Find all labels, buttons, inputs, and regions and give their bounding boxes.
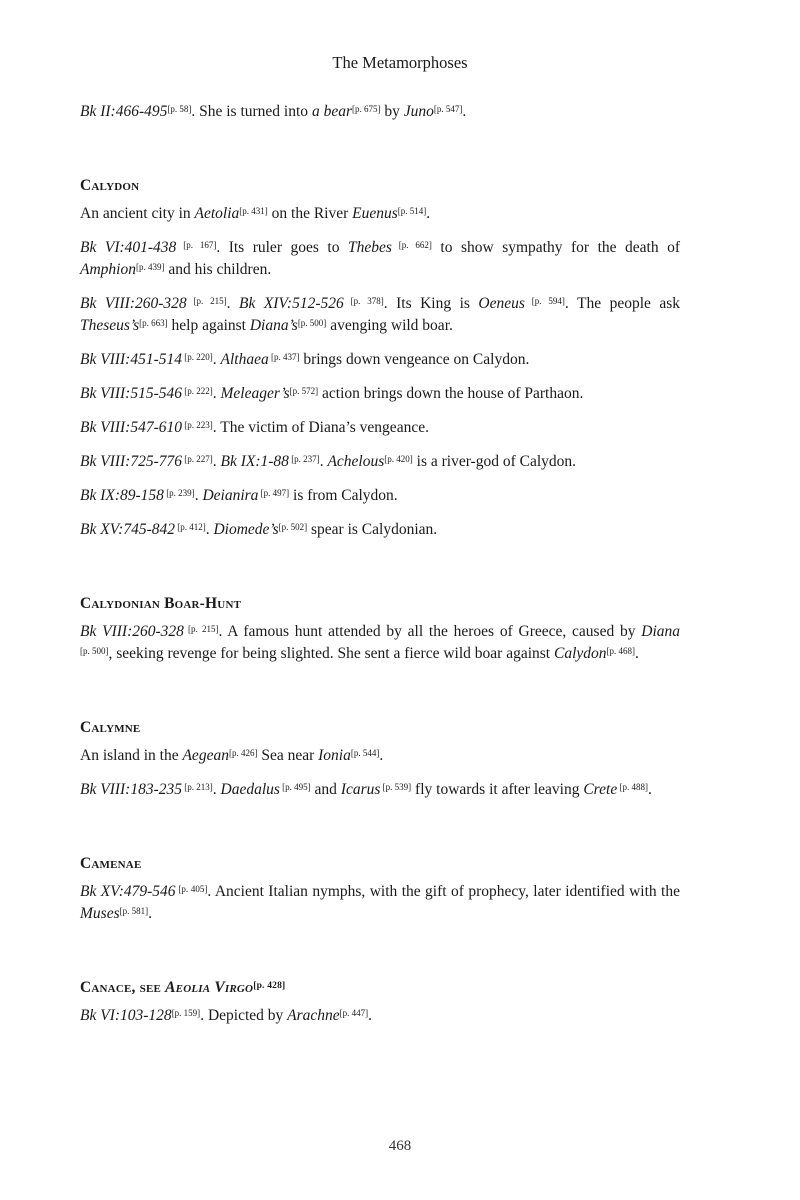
page-reference-link[interactable]: [p. 220] <box>182 352 213 362</box>
italic-reference: Bk XIV:512-526 <box>238 295 344 312</box>
italic-reference: Bk VIII:260-328 <box>80 295 187 312</box>
italic-reference: Calydon <box>553 645 607 662</box>
page-reference-link[interactable]: [p. 675] <box>351 104 381 114</box>
index-entry <box>80 175 680 541</box>
index-entry <box>80 717 680 801</box>
entry-text: . She is turned into <box>191 103 312 120</box>
entry-paragraph <box>80 349 680 371</box>
page-reference-link[interactable]: [p. 544] <box>350 748 380 758</box>
italic-reference: Meleager’s <box>220 385 290 402</box>
page-reference-link[interactable]: [p. 215] <box>186 296 227 306</box>
italic-reference: Bk XV:479-546 <box>80 883 176 900</box>
italic-reference: Arachne <box>287 1007 340 1024</box>
italic-reference: Bk VIII:260-328 <box>80 623 184 640</box>
entry-text: fly towards it after leaving <box>411 781 584 798</box>
italic-reference: Bk IX:1-88 <box>220 453 289 470</box>
entry-text: . Its King is <box>383 295 479 312</box>
entry-text: on the River <box>267 205 353 222</box>
page-reference-link[interactable]: [p. 215] <box>183 624 219 634</box>
entry-text: spear is Calydonian. <box>307 521 438 538</box>
entry-text: . <box>194 487 203 504</box>
entry-text: . <box>426 205 431 222</box>
page-reference-link[interactable]: [p. 539] <box>380 782 412 792</box>
entry-text: . The people ask <box>564 295 681 312</box>
italic-reference: Diomede’s <box>213 521 279 538</box>
page-number: 468 <box>388 1138 412 1154</box>
italic-reference: Bk VIII:725-776 <box>80 453 182 470</box>
italic-reference: Ionia <box>318 747 351 764</box>
entry-text: . <box>368 1007 373 1024</box>
italic-reference: Bk VI:401-438 <box>80 239 177 256</box>
index-entry <box>80 977 680 1027</box>
page-reference-link[interactable]: [p. 495] <box>279 782 311 792</box>
entry-text: and <box>310 781 341 798</box>
page-reference-link[interactable]: [p. 426] <box>228 748 258 758</box>
page-reference-link[interactable]: [p. 594] <box>524 296 565 306</box>
entry-text: . <box>635 645 639 662</box>
entry-heading <box>80 853 680 875</box>
page-reference-link[interactable]: [p. 378] <box>343 296 384 306</box>
running-head: The Metamorphoses <box>332 53 468 72</box>
entry-text: Canace, see <box>80 979 166 996</box>
entry-text: brings down vengeance on Calydon. <box>299 351 530 368</box>
entry-text: . <box>319 453 328 470</box>
entry-text: . <box>226 295 239 312</box>
entry-text: Camenae <box>80 855 142 872</box>
page-reference-link[interactable]: [p. 159] <box>171 1008 201 1018</box>
page-reference-link[interactable]: [p. 222] <box>182 386 213 396</box>
entry-text: . <box>379 747 384 764</box>
entry-paragraph <box>80 745 680 767</box>
entry-text: An island in the <box>80 747 183 764</box>
entry-paragraph <box>80 293 680 337</box>
italic-reference: Deianira <box>202 487 259 504</box>
entry-text: . <box>462 103 467 120</box>
italic-reference: Muses <box>80 905 120 922</box>
entry-text: . <box>647 781 652 798</box>
page-reference-link[interactable]: [p. 227] <box>182 454 213 464</box>
entry-text: . <box>212 781 221 798</box>
italic-reference: a bear <box>311 103 352 120</box>
entry-text: . Its ruler goes to <box>216 239 348 256</box>
entry-text: avenging wild boar. <box>326 317 453 334</box>
entry-text: . The victim of Diana’s vengeance. <box>212 419 429 436</box>
page-reference-link[interactable]: [p. 167] <box>176 240 217 250</box>
entry-text: Calymne <box>80 719 141 736</box>
entry-heading <box>80 717 680 739</box>
page-reference-link[interactable]: [p. 405] <box>175 884 208 894</box>
page-reference-link[interactable]: [p. 500] <box>80 646 109 656</box>
page-reference-link[interactable]: [p. 420] <box>384 454 413 464</box>
page-reference-link[interactable]: [p. 663] <box>139 318 168 328</box>
entry-paragraph <box>80 621 680 665</box>
italic-reference: Aetolia <box>194 205 240 222</box>
entry-text: , seeking revenge for being slighted. She sent a fierce wild boar against <box>108 645 554 662</box>
italic-reference: Bk VIII:547-610 <box>80 419 182 436</box>
page-reference-link[interactable]: [p. 447] <box>339 1008 369 1018</box>
italic-reference: Bk VIII:183-235 <box>80 781 182 798</box>
italic-reference: Icarus <box>340 781 381 798</box>
italic-reference: Thebes <box>347 239 392 256</box>
index-entry <box>80 853 680 925</box>
entry-heading <box>80 977 680 999</box>
page-reference-link[interactable]: [p. 468] <box>606 646 636 656</box>
italic-reference: Diana’s <box>249 317 298 334</box>
italic-reference: Juno <box>403 103 434 120</box>
page-reference-link[interactable]: [p. 547] <box>433 104 463 114</box>
italic-reference: Bk VIII:515-546 <box>80 385 182 402</box>
index-content <box>80 101 680 1039</box>
page-reference-link[interactable]: [p. 581] <box>119 906 149 916</box>
page-reference-link[interactable]: [p. 437] <box>268 352 300 362</box>
index-entry <box>80 101 680 123</box>
entry-text: . Depicted by <box>200 1007 288 1024</box>
page-reference-link[interactable]: [p. 514] <box>397 206 427 216</box>
entry-paragraph <box>80 451 680 473</box>
entry-text: Sea near <box>257 747 319 764</box>
page-reference-link[interactable]: [p. 431] <box>239 206 268 216</box>
entry-paragraph <box>80 237 680 281</box>
entry-text: . <box>212 351 221 368</box>
entry-text: An ancient city in <box>80 205 195 222</box>
entry-paragraph <box>80 383 680 405</box>
entry-text: . Ancient Italian nymphs, with the gift of prophecy, later identified with the <box>207 883 680 900</box>
page-reference-link[interactable]: [p. 662] <box>391 240 432 250</box>
page-reference-link[interactable]: [p. 213] <box>182 782 213 792</box>
entry-text: . A famous hunt attended by all the heroes of Greece, caused by <box>218 623 642 640</box>
italic-reference: Achelous <box>327 453 385 470</box>
index-entry <box>80 593 680 665</box>
page-reference-link[interactable]: [p. 502] <box>278 522 308 532</box>
entry-paragraph <box>80 485 680 507</box>
entry-paragraph <box>80 203 680 225</box>
page-reference-link[interactable]: [p. 497] <box>258 488 290 498</box>
entry-text: Calydonian Boar-Hunt <box>80 595 242 612</box>
italic-reference: Theseus’s <box>80 317 140 334</box>
page-reference-link[interactable]: [p. 439] <box>135 262 165 272</box>
page-reference-link[interactable]: [p. 412] <box>174 522 206 532</box>
italic-reference: Althaea <box>220 351 269 368</box>
italic-reference: Aegean <box>182 747 229 764</box>
italic-reference: Bk VI:103-128 <box>80 1007 172 1024</box>
entry-paragraph <box>80 519 680 541</box>
page-reference-link[interactable]: [p. 237] <box>288 454 320 464</box>
entry-text: and his children. <box>164 261 272 278</box>
page-reference-link[interactable]: [p. 239] <box>163 488 195 498</box>
entry-text: action brings down the house of Parthaon. <box>318 385 584 402</box>
entry-paragraph <box>80 101 680 123</box>
italic-reference: Bk XV:745-842 <box>80 521 175 538</box>
entry-text: Calydon <box>80 177 140 194</box>
entry-heading <box>80 175 680 197</box>
entry-text: . <box>205 521 214 538</box>
italic-reference: Oeneus <box>478 295 525 312</box>
entry-text: to show sympathy for the death of <box>431 239 680 256</box>
entry-paragraph <box>80 881 680 925</box>
entry-text: help against <box>167 317 250 334</box>
entry-heading <box>80 593 680 615</box>
italic-reference: Bk II:466-495 <box>80 103 168 120</box>
italic-reference: Amphion <box>80 261 136 278</box>
italic-reference: Bk IX:89-158 <box>80 487 164 504</box>
italic-reference: Crete <box>583 781 618 798</box>
entry-paragraph <box>80 1005 680 1027</box>
italic-reference: Bk VIII:451-514 <box>80 351 182 368</box>
entry-text: . <box>212 453 221 470</box>
page-reference-link[interactable]: [p. 488] <box>617 782 648 792</box>
page-reference-link[interactable]: [p. 58] <box>167 104 192 114</box>
page-reference-link[interactable]: [p. 500] <box>297 318 327 328</box>
entry-text: by <box>380 103 404 120</box>
entry-paragraph <box>80 779 680 801</box>
entry-paragraph <box>80 417 680 439</box>
italic-reference: Diana <box>641 623 681 640</box>
italic-reference: Aeolia Virgo <box>165 979 254 996</box>
page-reference-link[interactable]: [p. 428] <box>253 981 286 991</box>
page-reference-link[interactable]: [p. 223] <box>182 420 213 430</box>
italic-reference: Daedalus <box>220 781 280 798</box>
page-reference-link[interactable]: [p. 572] <box>289 386 319 396</box>
entry-text: . <box>212 385 221 402</box>
entry-text: is from Calydon. <box>289 487 398 504</box>
italic-reference: Euenus <box>352 205 398 222</box>
entry-text: is a river-god of Calydon. <box>412 453 577 470</box>
entry-text: . <box>148 905 152 922</box>
